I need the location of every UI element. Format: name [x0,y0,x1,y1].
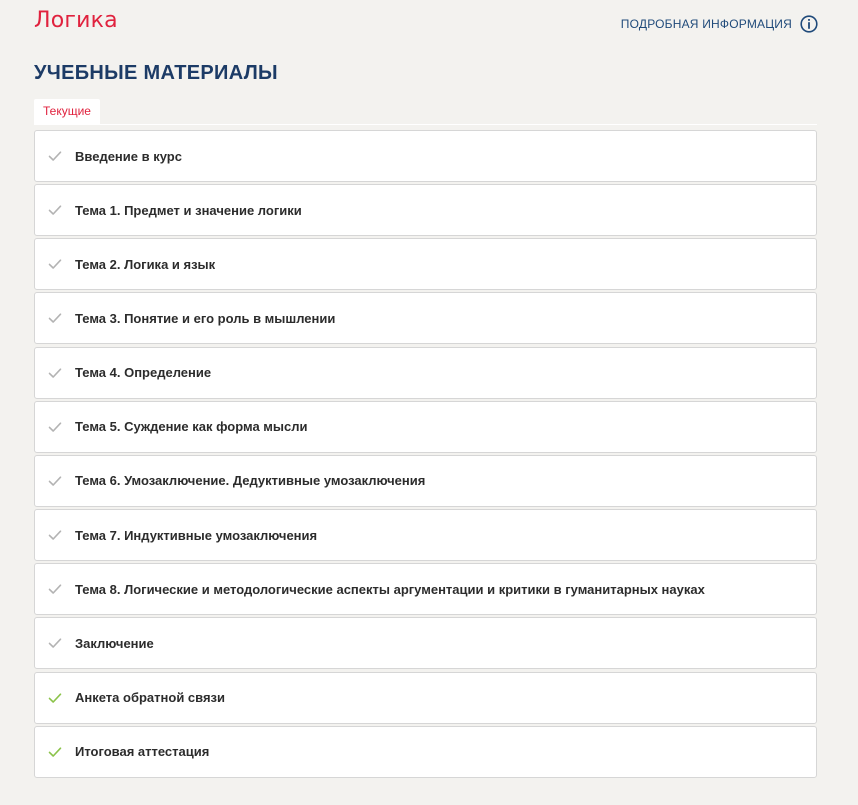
check-icon [35,257,75,271]
material-item-label: Тема 7. Индуктивные умозаключения [75,527,318,543]
material-item[interactable] [34,401,817,453]
material-item-label: Анкета обратной связи [75,690,226,706]
check-icon [35,149,75,163]
details-link[interactable] [621,15,818,33]
material-item-label: Тема 8. Логические и методологические аспекты аргументации и критики в гуманитарных науках [75,581,705,597]
material-item-label: Тема 4. Определение [75,365,212,381]
material-item-label: Заключение [75,635,154,651]
check-icon [35,745,75,759]
material-item-label: Тема 3. Понятие и его роль в мышлении [75,310,336,326]
material-item[interactable] [34,563,817,615]
material-item-label: Введение в курс [75,148,182,164]
course-title: Логика [34,8,118,33]
material-item-label: Тема 2. Логика и язык [75,256,216,272]
check-icon [35,311,75,325]
material-item[interactable] [34,184,817,236]
material-item[interactable] [34,238,817,290]
material-item-label: Итоговая аттестация [75,744,210,760]
check-icon [35,366,75,380]
info-icon [800,15,818,33]
check-icon [35,528,75,542]
check-icon [35,691,75,705]
material-item[interactable] [34,347,817,399]
material-item[interactable] [34,130,817,182]
material-item[interactable] [34,672,817,724]
details-label: ПОДРОБНАЯ ИНФОРМАЦИЯ [620,17,792,31]
check-icon [35,203,75,217]
check-icon [35,474,75,488]
material-item-label: Тема 1. Предмет и значение логики [75,202,302,218]
check-icon [35,582,75,596]
materials-list [34,124,817,780]
material-item[interactable] [34,455,817,507]
material-item[interactable] [34,617,817,669]
check-icon [35,420,75,434]
material-item[interactable] [34,726,817,778]
tab-current[interactable]: Текущие [34,99,100,124]
check-icon [35,636,75,650]
material-item[interactable] [34,292,817,344]
material-item-label: Тема 5. Суждение как форма мысли [75,419,308,435]
section-heading: УЧЕБНЫЕ МАТЕРИАЛЫ [34,62,278,84]
material-item-label: Тема 6. Умозаключение. Дедуктивные умозаключения [75,473,426,489]
material-item[interactable] [34,509,817,561]
